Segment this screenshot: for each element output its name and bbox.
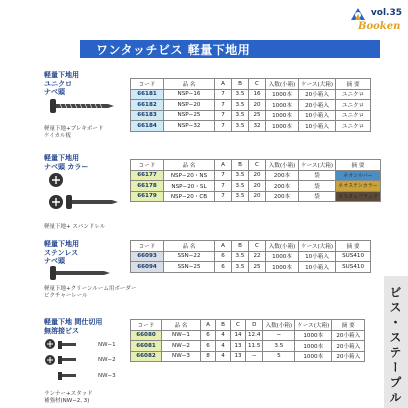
brand-wordmark: Booken	[358, 21, 401, 32]
table-header-cell: 入数(小箱)	[266, 241, 299, 252]
table-cell: 66093	[131, 251, 164, 262]
table-cell: 7	[215, 191, 232, 202]
table-cell: NSP−16	[164, 89, 215, 100]
table-cell: 25	[249, 110, 266, 121]
text-line: 軽量下地用	[44, 240, 79, 248]
nw-3-label: NW−3	[98, 373, 116, 379]
table-row	[131, 351, 365, 362]
table-header-cell: 摘 要	[332, 320, 365, 331]
table-cell: 22	[249, 251, 266, 262]
section-2-table	[130, 159, 381, 202]
section-4-caption	[44, 391, 93, 404]
table-cell: ユニクロ	[336, 121, 371, 132]
section-3-label	[44, 240, 79, 266]
table-row	[131, 262, 371, 273]
table-cell: ユニクロ	[336, 100, 371, 111]
table-cell: 10小箱入	[299, 262, 336, 273]
table-cell: 10小箱入	[299, 110, 336, 121]
table-cell: 16	[249, 89, 266, 100]
table-row	[131, 110, 371, 121]
table-row	[131, 191, 381, 202]
table-cell: 6	[201, 341, 216, 352]
table-header-row	[131, 241, 371, 252]
text-line: 軽量下地用	[44, 71, 79, 79]
table-cell: 8	[201, 351, 216, 362]
table-cell: 5	[263, 351, 295, 362]
table-cell: 32	[249, 121, 266, 132]
table-cell: 66179	[131, 191, 164, 202]
table-header-cell: ケース(大箱)	[295, 320, 332, 331]
table-header-cell: ケース(大箱)	[299, 160, 336, 171]
table-cell: 3.5	[263, 341, 295, 352]
volume-label: vol.35	[370, 8, 402, 18]
col-case: ケース(大箱)	[299, 79, 336, 90]
text-line: 補強材(NW−2, 3)	[44, 397, 90, 404]
nw-2-label: NW−2	[98, 357, 116, 363]
text-line: ケイカル板	[44, 132, 71, 139]
table-header-cell: B	[232, 241, 249, 252]
table-cell: 13	[231, 351, 246, 362]
table-cell: 66178	[131, 181, 164, 192]
table-header-cell: ケース(大箱)	[299, 241, 336, 252]
table-cell: 1000本	[266, 100, 299, 111]
table-row	[131, 170, 381, 181]
table-header-cell: C	[249, 160, 266, 171]
table-cell: 3.5	[232, 100, 249, 111]
section-4-screw-drawing	[44, 338, 96, 386]
text-line: ビクチャーレール	[44, 292, 88, 299]
table-cell: 200本	[266, 170, 299, 181]
table-cell: ユニクロ	[336, 110, 371, 121]
table-cell: 66082	[131, 351, 162, 362]
section-1-table	[130, 78, 371, 132]
table-header-cell: D	[246, 320, 263, 331]
table-header-cell: 入数(小箱)	[263, 320, 295, 331]
table-cell: 20小箱入	[299, 89, 336, 100]
swatch-custom-black: カスタムブラック	[336, 191, 381, 202]
table-cell: 1000本	[295, 341, 332, 352]
text-line: 無溶接ビス	[44, 326, 79, 335]
swatch-neo-stain: ネオステンカラー	[336, 181, 381, 192]
table-cell: 13	[231, 341, 246, 352]
table-cell: 66181	[131, 89, 164, 100]
section-2-screw-drawing	[48, 172, 118, 218]
table-cell: 66177	[131, 170, 164, 181]
table-cell: 7	[215, 89, 232, 100]
table-header-cell: コード	[131, 241, 164, 252]
table-cell: 1000本	[266, 121, 299, 132]
table-header-row	[131, 320, 365, 331]
table-cell: 7	[215, 100, 232, 111]
table-row	[131, 330, 365, 341]
table-cell: 3.5	[232, 191, 249, 202]
table-cell: 袋	[299, 170, 336, 181]
table-row	[131, 251, 371, 262]
table-cell: NSP−20・CB	[164, 191, 215, 202]
table-cell: 4	[216, 351, 231, 362]
section-4-table	[130, 319, 365, 362]
table-header-cell: 品 名	[164, 160, 215, 171]
section-3-screw-drawing	[50, 264, 110, 282]
table-cell: 20	[249, 181, 266, 192]
table-header-cell: 入数(小箱)	[266, 160, 299, 171]
table-cell: 20	[249, 191, 266, 202]
section-1-label	[44, 71, 79, 97]
table-cell: −	[263, 330, 295, 341]
table-cell: 20	[249, 100, 266, 111]
table-header-cell: A	[215, 160, 232, 171]
col-name: 品 名	[164, 79, 215, 90]
table-header-cell: コード	[131, 320, 162, 331]
table-cell: 6	[215, 262, 232, 273]
table-cell: 1000本	[266, 262, 299, 273]
table-header-cell: A	[201, 320, 216, 331]
table-cell: 20	[249, 170, 266, 181]
table-header-row	[131, 160, 381, 171]
table-cell: 3.5	[232, 251, 249, 262]
table-cell: 10小箱入	[299, 251, 336, 262]
table-cell: SUS410	[336, 262, 371, 273]
section-1-caption	[44, 126, 103, 139]
table-header-row	[131, 79, 371, 90]
table-cell: 7	[215, 121, 232, 132]
table-cell: −	[246, 351, 263, 362]
table-header-cell: C	[249, 241, 266, 252]
table-cell: 袋	[299, 181, 336, 192]
table-cell: 3.5	[232, 170, 249, 181]
swatch-neo-silver: ネオシルバー	[336, 170, 381, 181]
table-cell: 200本	[266, 191, 299, 202]
table-header-cell: B	[216, 320, 231, 331]
table-row	[131, 341, 365, 352]
section-2-caption	[44, 224, 105, 231]
table-row	[131, 100, 371, 111]
table-cell: NSP−20・NS	[164, 170, 215, 181]
table-cell: NSP−25	[164, 110, 215, 121]
table-cell: 66182	[131, 100, 164, 111]
table-cell: NW−3	[162, 351, 201, 362]
table-header-cell: 品 名	[164, 241, 215, 252]
table-cell: 66081	[131, 341, 162, 352]
text-line: 軽量下地+クリーンルーム用ボーダー	[44, 286, 137, 292]
table-cell: 3.5	[232, 121, 249, 132]
section-2-label	[44, 154, 88, 171]
category-side-tab	[384, 276, 408, 408]
table-cell: NSP−32	[164, 121, 215, 132]
col-qty: 入数(小箱)	[266, 79, 299, 90]
section-3-caption	[44, 286, 136, 299]
col-a: A	[215, 79, 232, 90]
table-cell: 10小箱入	[299, 121, 336, 132]
section-3-table	[130, 240, 371, 273]
table-cell: NW−1	[162, 330, 201, 341]
table-cell: 袋	[299, 191, 336, 202]
table-cell: 66183	[131, 110, 164, 121]
col-code: コード	[131, 79, 164, 90]
brand-logo	[348, 4, 404, 38]
table-cell: 20小箱入	[332, 330, 365, 341]
table-cell: 3.5	[232, 110, 249, 121]
table-row	[131, 181, 381, 192]
text-line: ナベ頭	[44, 257, 65, 265]
table-cell: 66080	[131, 330, 162, 341]
text-line: 軽量下地用	[44, 154, 79, 162]
table-cell: 11.5	[246, 341, 263, 352]
text-line: 軽量下地+ スパンドレル	[44, 224, 106, 230]
table-cell: 1000本	[295, 330, 332, 341]
col-note: 摘 要	[336, 79, 371, 90]
table-cell: SSN−22	[164, 251, 215, 262]
table-cell: 1000本	[295, 351, 332, 362]
section-1-screw-drawing	[50, 96, 114, 116]
table-cell: 1000本	[266, 251, 299, 262]
table-cell: 3.5	[232, 89, 249, 100]
table-cell: 4	[216, 341, 231, 352]
table-header-cell: C	[231, 320, 246, 331]
table-cell: 6	[201, 330, 216, 341]
page-title-bar	[80, 40, 380, 58]
text-line: 軽量下地 間仕切用	[44, 318, 103, 326]
table-cell: 20小箱入	[332, 351, 365, 362]
table-cell: 1000本	[266, 89, 299, 100]
table-header-cell: 摘 要	[336, 241, 371, 252]
table-cell: 7	[215, 181, 232, 192]
table-cell: 12.4	[246, 330, 263, 341]
text-line: ユニクロ	[44, 79, 72, 88]
table-header-cell: B	[232, 160, 249, 171]
table-cell: 14	[231, 330, 246, 341]
category-side-tab-label: ビス・ステープル	[388, 286, 402, 406]
col-c: C	[249, 79, 266, 90]
table-cell: ユニクロ	[336, 89, 371, 100]
text-line: ナベ頭	[44, 88, 65, 96]
table-header-cell: コード	[131, 160, 164, 171]
table-cell: 4	[216, 330, 231, 341]
table-cell: NW−2	[162, 341, 201, 352]
text-line: ランナー+スタッド	[44, 391, 93, 397]
table-row	[131, 121, 371, 132]
col-b: B	[232, 79, 249, 90]
text-line: ナベ頭 カラー	[44, 162, 89, 171]
text-line: 軽量下地+プレキボード	[44, 126, 104, 132]
table-cell: 3.5	[232, 262, 249, 273]
table-cell: 66094	[131, 262, 164, 273]
table-cell: 25	[249, 262, 266, 273]
table-cell: 3.5	[232, 181, 249, 192]
nw-1-label: NW−1	[98, 342, 116, 348]
table-cell: 6	[215, 251, 232, 262]
table-cell: 1000本	[266, 110, 299, 121]
table-header-cell: A	[215, 241, 232, 252]
table-cell: 20小箱入	[332, 341, 365, 352]
text-line: ステンレス	[44, 248, 79, 257]
table-cell: SUS410	[336, 251, 371, 262]
table-header-cell: 摘 要	[336, 160, 381, 171]
table-cell: 66184	[131, 121, 164, 132]
table-cell: 200本	[266, 181, 299, 192]
page-title: ワンタッチビス 軽量下地用	[96, 43, 251, 57]
table-cell: 20小箱入	[299, 100, 336, 111]
table-cell: 7	[215, 170, 232, 181]
table-header-cell: 品 名	[162, 320, 201, 331]
table-cell: SSN−25	[164, 262, 215, 273]
section-4-label	[44, 318, 102, 335]
table-cell: NSP−20	[164, 100, 215, 111]
table-row	[131, 89, 371, 100]
table-cell: NSP−20・SL	[164, 181, 215, 192]
table-cell: 7	[215, 110, 232, 121]
